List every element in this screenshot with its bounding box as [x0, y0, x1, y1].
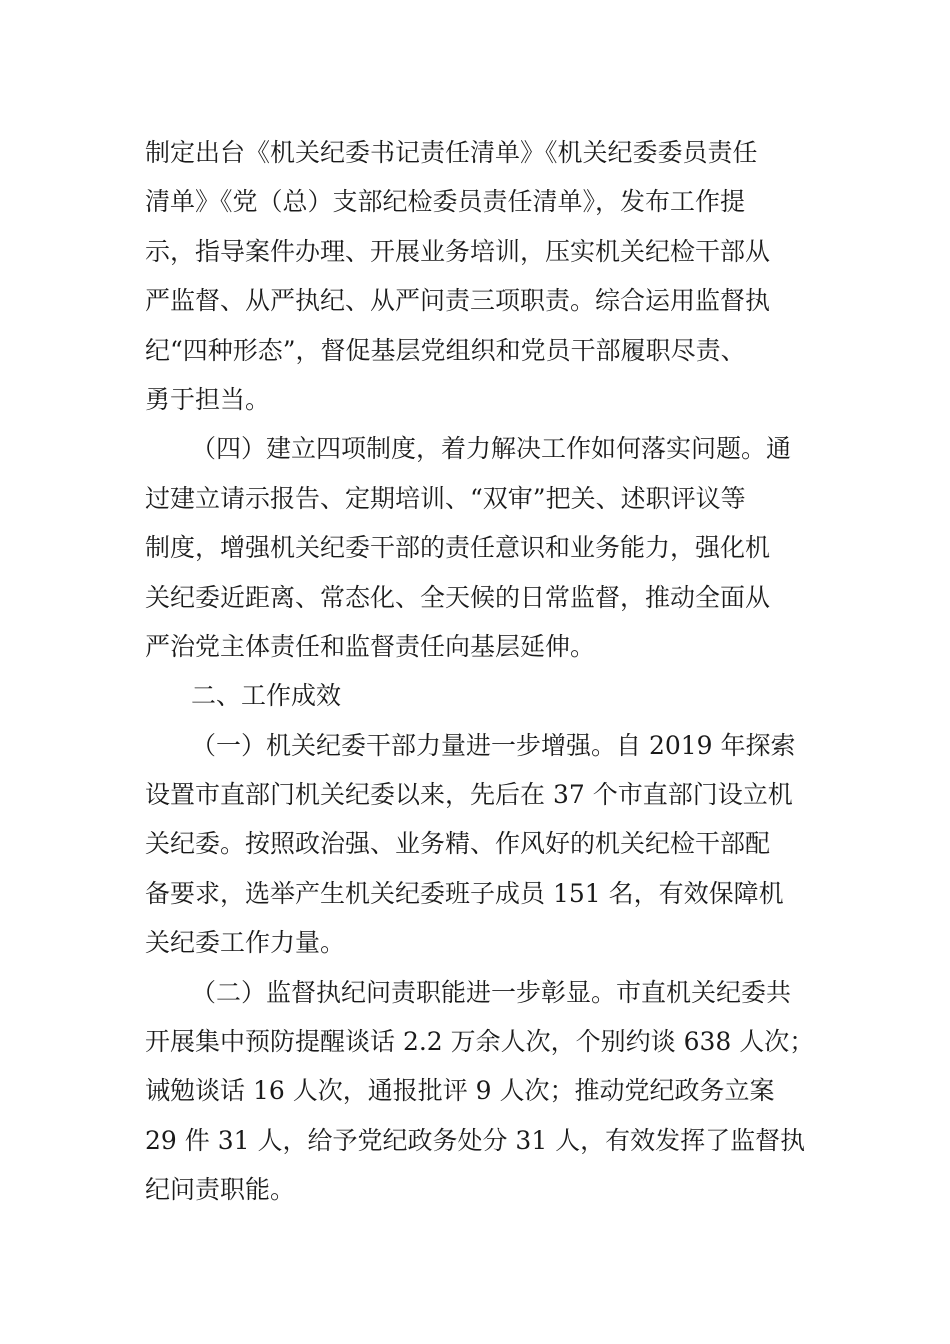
text-line: 诫勉谈话 16 人次，通报批评 9 人次；推动党纪政务立案: [145, 1076, 775, 1106]
text-line: 清单》《党（总）支部纪检委员责任清单》，发布工作提: [145, 187, 746, 217]
text-line: 过建立请示报告、定期培训、“双审”把关、述职评议等: [145, 483, 746, 513]
body-text: [145, 128, 825, 1215]
text-line: 关纪委近距离、常态化、全天候的日常监督，推动全面从: [145, 582, 771, 612]
text-line: （二）监督执纪问责职能进一步彰显。市直机关纪委共: [191, 977, 792, 1007]
text-line: 设置市直部门机关纪委以来，先后在 37 个市直部门设立机: [145, 780, 793, 810]
text-line: 勇于担当。: [145, 384, 271, 414]
text-line: 关纪委。按照政治强、业务精、作风好的机关纪检干部配: [145, 829, 771, 859]
text-line: 开展集中预防提醒谈话 2.2 万余人次，个别约谈 638 人次；: [145, 1027, 815, 1057]
text-line: 制度，增强机关纪委干部的责任意识和业务能力，强化机: [145, 533, 771, 563]
text-line: 纪“四种形态”，督促基层党组织和党员干部履职尽责、: [145, 335, 746, 365]
text-line: 备要求，选举产生机关纪委班子成员 151 名，有效保障机: [145, 878, 784, 908]
text-line: 纪问责职能。: [145, 1175, 296, 1205]
text-line: （四）建立四项制度，着力解决工作如何落实问题。通: [191, 434, 792, 464]
text-line: （一）机关纪委干部力量进一步增强。自 2019 年探索: [191, 730, 796, 760]
text-line: 关纪委工作力量。: [145, 928, 346, 958]
text-line: 示，指导案件办理、开展业务培训，压实机关纪检干部从: [145, 236, 771, 266]
text-line: 严监督、从严执纪、从严问责三项职责。综合运用监督执: [145, 286, 771, 316]
text-line: 制定出台《机关纪委书记责任清单》《机关纪委委员责任: [145, 138, 758, 167]
text-line: 二、工作成效: [191, 681, 342, 711]
text-line: 严治党主体责任和监督责任向基层延伸。: [145, 631, 596, 661]
text-line: 29 件 31 人，给予党纪政务处分 31 人，有效发挥了监督执: [145, 1125, 806, 1155]
